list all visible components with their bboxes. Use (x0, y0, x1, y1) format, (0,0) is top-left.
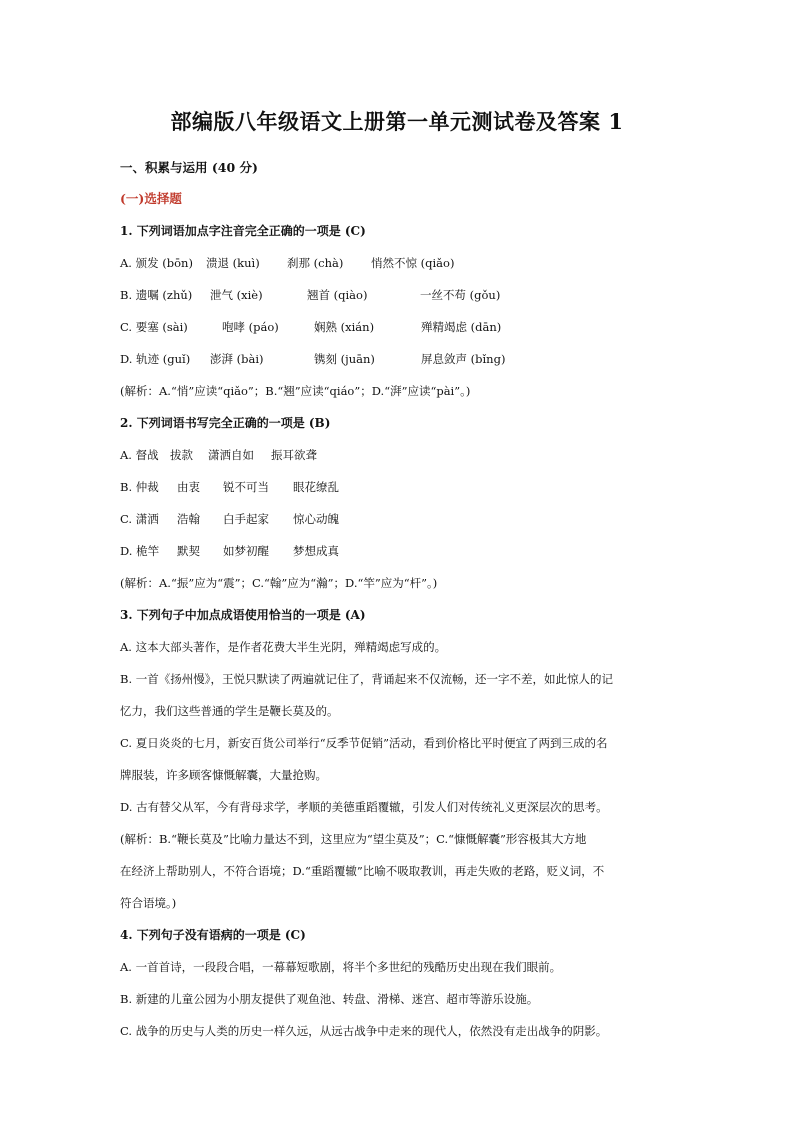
document-title: 部编版八年级语文上册第一单元测试卷及答案 1 (170, 109, 624, 134)
q4-option-c: C. 战争的历史与人类的历史一样久远，从远古战争中走来的现代人，依然没有走出战争的阴影。 (120, 1024, 608, 1038)
q1-option-c (120, 319, 501, 335)
q2-b-item: B. 仲裁 (120, 480, 159, 494)
q2-d-item: 如梦初醒 (223, 544, 269, 558)
q1-c-item: C. 要塞 (sài) (120, 320, 188, 334)
q1-a-item: 刹那 (chà) (287, 256, 344, 270)
q1-option-b (120, 287, 500, 303)
question-2-stem: 2. 下列词语书写完全正确的一项是 (B) (120, 416, 331, 430)
q2-option-c (120, 511, 339, 527)
q3-analysis-cont: 符合语境。) (120, 896, 177, 910)
q3-option-a: A. 这本大部头著作，是作者花费大半生光阴，殚精竭虑写成的。 (120, 640, 447, 654)
q2-option-a (120, 447, 317, 463)
q2-d-item: D. 桅竿 (120, 544, 160, 558)
subsection-heading: (一)选择题 (120, 191, 182, 206)
q2-option-d (120, 543, 339, 559)
q2-c-item: 浩翰 (177, 512, 200, 526)
q2-b-item: 由衷 (177, 480, 200, 494)
q3-option-b: B. 一首《扬州慢》，王悦只默读了两遍就记住了，背诵起来不仅流畅，还一字不差，如此惊人的记 (120, 672, 614, 686)
q4-option-a: A. 一首首诗，一段段合唱，一幕幕短歌剧，将半个多世纪的残酷历史出现在我们眼前。 (120, 960, 562, 974)
q2-b-item: 眼花缭乱 (293, 480, 339, 494)
q2-a-item: 振耳欲聋 (271, 448, 317, 462)
q1-b-item: 泄气 (xiè) (210, 288, 263, 302)
q1-d-item: 镌刻 (juān) (314, 352, 375, 366)
q3-option-d: D. 古有替父从军，今有背母求学，孝顺的美德重蹈覆辙，引发人们对传统礼义更深层次的思考。 (120, 800, 608, 814)
q3-analysis-cont: 在经济上帮助别人，不符合语境；D.“重蹈覆辙”比喻不吸取教训，再走失败的老路，贬义词，不 (120, 864, 605, 878)
q2-analysis: (解析：A.“振”应为“震”；C.“翰”应为“瀚”；D.“竿”应为“杆”。) (120, 576, 438, 590)
question-3-stem: 3. 下列句子中加点成语使用恰当的一项是 (A) (120, 608, 366, 622)
q2-a-item: A. 督战 (120, 448, 159, 462)
q2-c-item: C. 潇洒 (120, 512, 159, 526)
q1-c-item: 殚精竭虑 (dān) (421, 320, 502, 334)
q1-option-d (120, 351, 505, 367)
section-heading: 一、积累与运用 (40 分) (120, 160, 258, 175)
q1-b-item: 一丝不苟 (gǒu) (420, 288, 501, 302)
q2-a-item: 拔款 (170, 448, 193, 462)
q1-c-item: 咆哮 (páo) (222, 320, 279, 334)
q2-option-b (120, 479, 339, 495)
q2-c-item: 惊心动魄 (293, 512, 339, 526)
q1-c-item: 娴熟 (xián) (314, 320, 375, 334)
q1-b-item: B. 遗嘱 (zhǔ) (120, 288, 193, 302)
q3-analysis: (解析：B.“鞭长莫及”比喻力量达不到，这里应为“望尘莫及”；C.“慷慨解囊”形容极其大方地 (120, 832, 587, 846)
q4-option-b: B. 新建的儿童公园为小朋友提供了观鱼池、转盘、滑梯、迷宫、超市等游乐设施。 (120, 992, 539, 1006)
q3-option-c-cont: 牌服装，许多顾客慷慨解囊，大量抢购。 (120, 768, 327, 782)
q1-d-item: 屏息敛声 (bǐng) (421, 352, 506, 366)
q2-d-item: 梦想成真 (293, 544, 339, 558)
q3-option-b-cont: 忆力，我们这些普通的学生是鞭长莫及的。 (120, 704, 339, 718)
q1-a-item: 悄然不惊 (qiǎo) (371, 256, 455, 270)
q3-option-c: C. 夏日炎炎的七月，新安百货公司举行“反季节促销”活动，看到价格比平时便宜了两到三成的名 (120, 736, 608, 750)
question-1-stem: 1. 下列词语加点字注音完全正确的一项是 (C) (120, 224, 366, 238)
q2-b-item: 锐不可当 (223, 480, 269, 494)
question-4-stem: 4. 下列句子没有语病的一项是 (C) (120, 928, 306, 942)
q2-a-item: 潇洒自如 (208, 448, 254, 462)
q1-b-item: 翘首 (qiào) (307, 288, 368, 302)
q1-option-a (120, 255, 454, 271)
q2-c-item: 白手起家 (223, 512, 269, 526)
q1-analysis: (解析：A.“悄”应读“qiǎo”；B.“翘”应读“qiáo”；D.“湃”应读“pài”。) (120, 384, 471, 398)
q1-a-item: A. 颁发 (bōn) (120, 256, 193, 270)
q1-a-item: 溃退 (kuì) (206, 256, 260, 270)
q2-d-item: 默契 (177, 544, 200, 558)
q1-d-item: 澎湃 (bài) (210, 352, 264, 366)
q1-d-item: D. 轨迹 (guǐ) (120, 352, 191, 366)
